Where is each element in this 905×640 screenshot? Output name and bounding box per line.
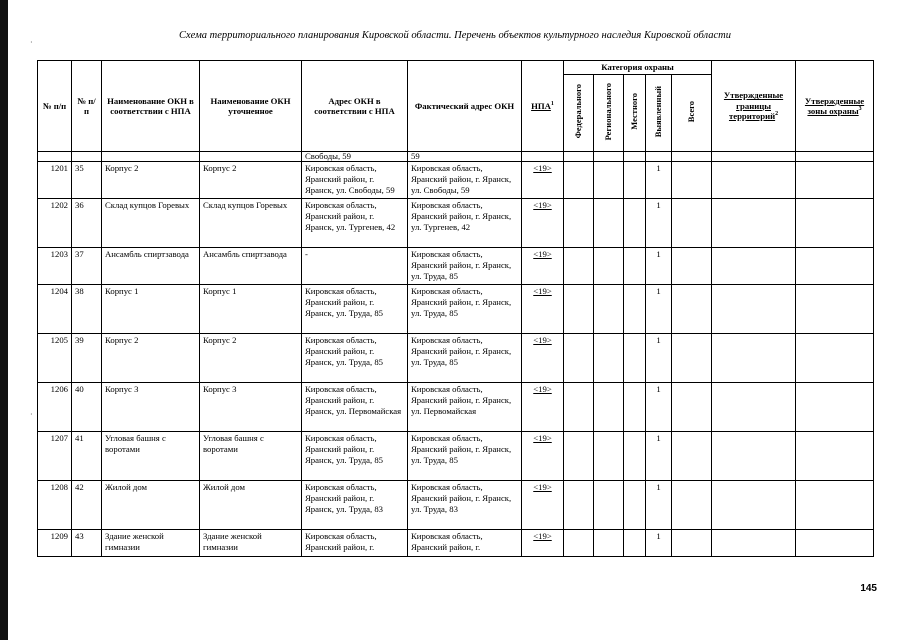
cell-address-npa: Кировская область, Яранский район, г. Яранск, ул. Труда, 85 xyxy=(302,432,408,481)
table-row xyxy=(38,530,874,557)
cell-identified: 1 xyxy=(646,162,672,199)
cell-num: 1208 xyxy=(38,481,72,530)
header-category-group: Категория охраны xyxy=(564,61,712,75)
cell-identified: 1 xyxy=(646,248,672,285)
cell-address-actual: 59 xyxy=(408,152,522,162)
scan-mark: · xyxy=(30,38,33,47)
header-approved-zones xyxy=(796,61,874,152)
header-npa-label: НПА xyxy=(531,100,551,111)
cell-subnum: 35 xyxy=(72,162,102,199)
header-approved-zones-sup: 3 xyxy=(858,106,862,113)
cell-npa-link[interactable]: <19> xyxy=(522,383,564,432)
header-approved-borders-sup: 2 xyxy=(775,111,779,118)
cell-name-refined: Здание женской гимназии xyxy=(200,530,302,557)
cell-address-npa: Свободы, 59 xyxy=(302,152,408,162)
header-name-npa: Наименование ОКН в соответствии с НПА xyxy=(102,61,200,152)
cell-address-actual: Кировская область, Яранский район, г. Яранск, ул. Труда, 83 xyxy=(408,481,522,530)
cell-subnum: 37 xyxy=(72,248,102,285)
cell-address-actual: Кировская область, Яранский район, г. Яранск, ул. Труда, 85 xyxy=(408,248,522,285)
cell-name-refined: Жилой дом xyxy=(200,481,302,530)
cell-name-refined: Ансамбль спиртзавода xyxy=(200,248,302,285)
header-regional xyxy=(594,74,624,152)
header-address-actual: Фактический адрес ОКН xyxy=(408,61,522,152)
cell-npa-link[interactable]: <19> xyxy=(522,285,564,334)
cell-address-npa: Кировская область, Яранский район, г. Яранск, ул. Труда, 85 xyxy=(302,285,408,334)
header-npa-sup: 1 xyxy=(550,100,554,107)
cell-address-actual: Кировская область, Яранский район, г. Яранск, ул. Свободы, 59 xyxy=(408,162,522,199)
header-num: № п/п xyxy=(38,61,72,152)
cell-num: 1202 xyxy=(38,199,72,248)
cell-name: Жилой дом xyxy=(102,481,200,530)
cell-address-npa: Кировская область, Яранский район, г. Яранск, ул. Первомайская xyxy=(302,383,408,432)
table-row xyxy=(38,432,874,481)
cell-subnum: 41 xyxy=(72,432,102,481)
cell-npa-link[interactable]: <19> xyxy=(522,162,564,199)
cell-subnum: 39 xyxy=(72,334,102,383)
cell-address-npa: Кировская область, Яранский район, г. Яранск, ул. Тургенев, 42 xyxy=(302,199,408,248)
cell-name: Корпус 2 xyxy=(102,162,200,199)
table-row xyxy=(38,162,874,199)
header-approved-borders-label: Утвержденные границы территорий xyxy=(723,90,784,122)
heritage-table xyxy=(37,60,874,557)
cell-name: Склад купцов Горевых xyxy=(102,199,200,248)
cell-subnum: 42 xyxy=(72,481,102,530)
cell-num: 1209 xyxy=(38,530,72,557)
cell-address-npa: Кировская область, Яранский район, г. xyxy=(302,530,408,557)
cell-num: 1205 xyxy=(38,334,72,383)
cell-address-actual: Кировская область, Яранский район, г. Яранск, ул. Первомайская xyxy=(408,383,522,432)
cell-address-npa: Кировская область, Яранский район, г. Яранск, ул. Труда, 85 xyxy=(302,334,408,383)
cell-address-npa: Кировская область, Яранский район, г. Яранск, ул. Труда, 83 xyxy=(302,481,408,530)
header-subnum: № п/п xyxy=(72,61,102,152)
header-federal-label: Федерального xyxy=(573,84,584,139)
cell-address-npa: Кировская область, Яранский район, г. Яранск, ул. Свободы, 59 xyxy=(302,162,408,199)
page-title: Схема территориального планирования Кировской области. Перечень объектов культурного наследия Кировской области xyxy=(179,30,731,41)
cell-npa-link[interactable]: <19> xyxy=(522,248,564,285)
cell-npa-link[interactable]: <19> xyxy=(522,530,564,557)
cell-identified: 1 xyxy=(646,199,672,248)
cell-name: Корпус 1 xyxy=(102,285,200,334)
cell-address-actual: Кировская область, Яранский район, г. Яранск, ул. Труда, 85 xyxy=(408,432,522,481)
header-identified xyxy=(646,74,672,152)
table-row xyxy=(38,481,874,530)
header-regional-label: Регионального xyxy=(603,82,614,141)
cell-name-refined: Корпус 2 xyxy=(200,334,302,383)
header-approved-zones-label: Утвержденные зоны охраны xyxy=(804,95,865,116)
page-number: 145 xyxy=(860,583,877,594)
cell-num: 1207 xyxy=(38,432,72,481)
cell-subnum: 43 xyxy=(72,530,102,557)
cell-address-actual: Кировская область, Яранский район, г. Яранск, ул. Труда, 85 xyxy=(408,334,522,383)
cell-subnum: 36 xyxy=(72,199,102,248)
cell-num: 1204 xyxy=(38,285,72,334)
cell-name: Ансамбль спиртзавода xyxy=(102,248,200,285)
header-npa xyxy=(522,61,564,152)
header-identified-label: Выявленный xyxy=(653,85,664,138)
table-row xyxy=(38,383,874,432)
cell-npa-link[interactable]: <19> xyxy=(522,432,564,481)
table-row xyxy=(38,199,874,248)
scan-edge xyxy=(0,0,8,640)
cell-name-refined: Корпус 2 xyxy=(200,162,302,199)
cell-identified: 1 xyxy=(646,383,672,432)
cell-name: Здание женской гимназии xyxy=(102,530,200,557)
cell-address-npa: - xyxy=(302,248,408,285)
cell-name-refined: Склад купцов Горевых xyxy=(200,199,302,248)
cell-name: Угловая башня с воротами xyxy=(102,432,200,481)
scan-mark: · xyxy=(30,410,33,419)
cell-identified: 1 xyxy=(646,334,672,383)
header-name-refined: Наименование ОКН уточненное xyxy=(200,61,302,152)
cell-identified: 1 xyxy=(646,530,672,557)
table-row xyxy=(38,285,874,334)
table-row xyxy=(38,334,874,383)
header-federal xyxy=(564,74,594,152)
cell-name-refined: Корпус 1 xyxy=(200,285,302,334)
cell-identified: 1 xyxy=(646,285,672,334)
cell-name-refined: Корпус 3 xyxy=(200,383,302,432)
cell-num: 1203 xyxy=(38,248,72,285)
cell-num: 1201 xyxy=(38,162,72,199)
cell-subnum: 38 xyxy=(72,285,102,334)
header-total xyxy=(672,74,712,152)
cell-identified: 1 xyxy=(646,481,672,530)
cell-num: 1206 xyxy=(38,383,72,432)
header-approved-borders xyxy=(712,61,796,152)
header-address-npa: Адрес ОКН в соответствии с НПА xyxy=(302,61,408,152)
cell-name: Корпус 3 xyxy=(102,383,200,432)
cell-subnum: 40 xyxy=(72,383,102,432)
table-row xyxy=(38,248,874,285)
cell-address-actual: Кировская область, Яранский район, г. Яранск, ул. Труда, 85 xyxy=(408,285,522,334)
cell-npa-link[interactable]: <19> xyxy=(522,199,564,248)
cell-identified: 1 xyxy=(646,432,672,481)
cell-npa-link[interactable]: <19> xyxy=(522,481,564,530)
cell-name-refined: Угловая башня с воротами xyxy=(200,432,302,481)
table-row-continuation xyxy=(38,152,874,162)
header-local-label: Местного xyxy=(629,93,640,130)
cell-address-actual: Кировская область, Яранский район, г. Яранск, ул. Тургенев, 42 xyxy=(408,199,522,248)
cell-address-actual: Кировская область, Яранский район, г. xyxy=(408,530,522,557)
header-total-label: Всего xyxy=(686,100,697,123)
header-local xyxy=(624,74,646,152)
cell-npa-link[interactable]: <19> xyxy=(522,334,564,383)
cell-name: Корпус 2 xyxy=(102,334,200,383)
